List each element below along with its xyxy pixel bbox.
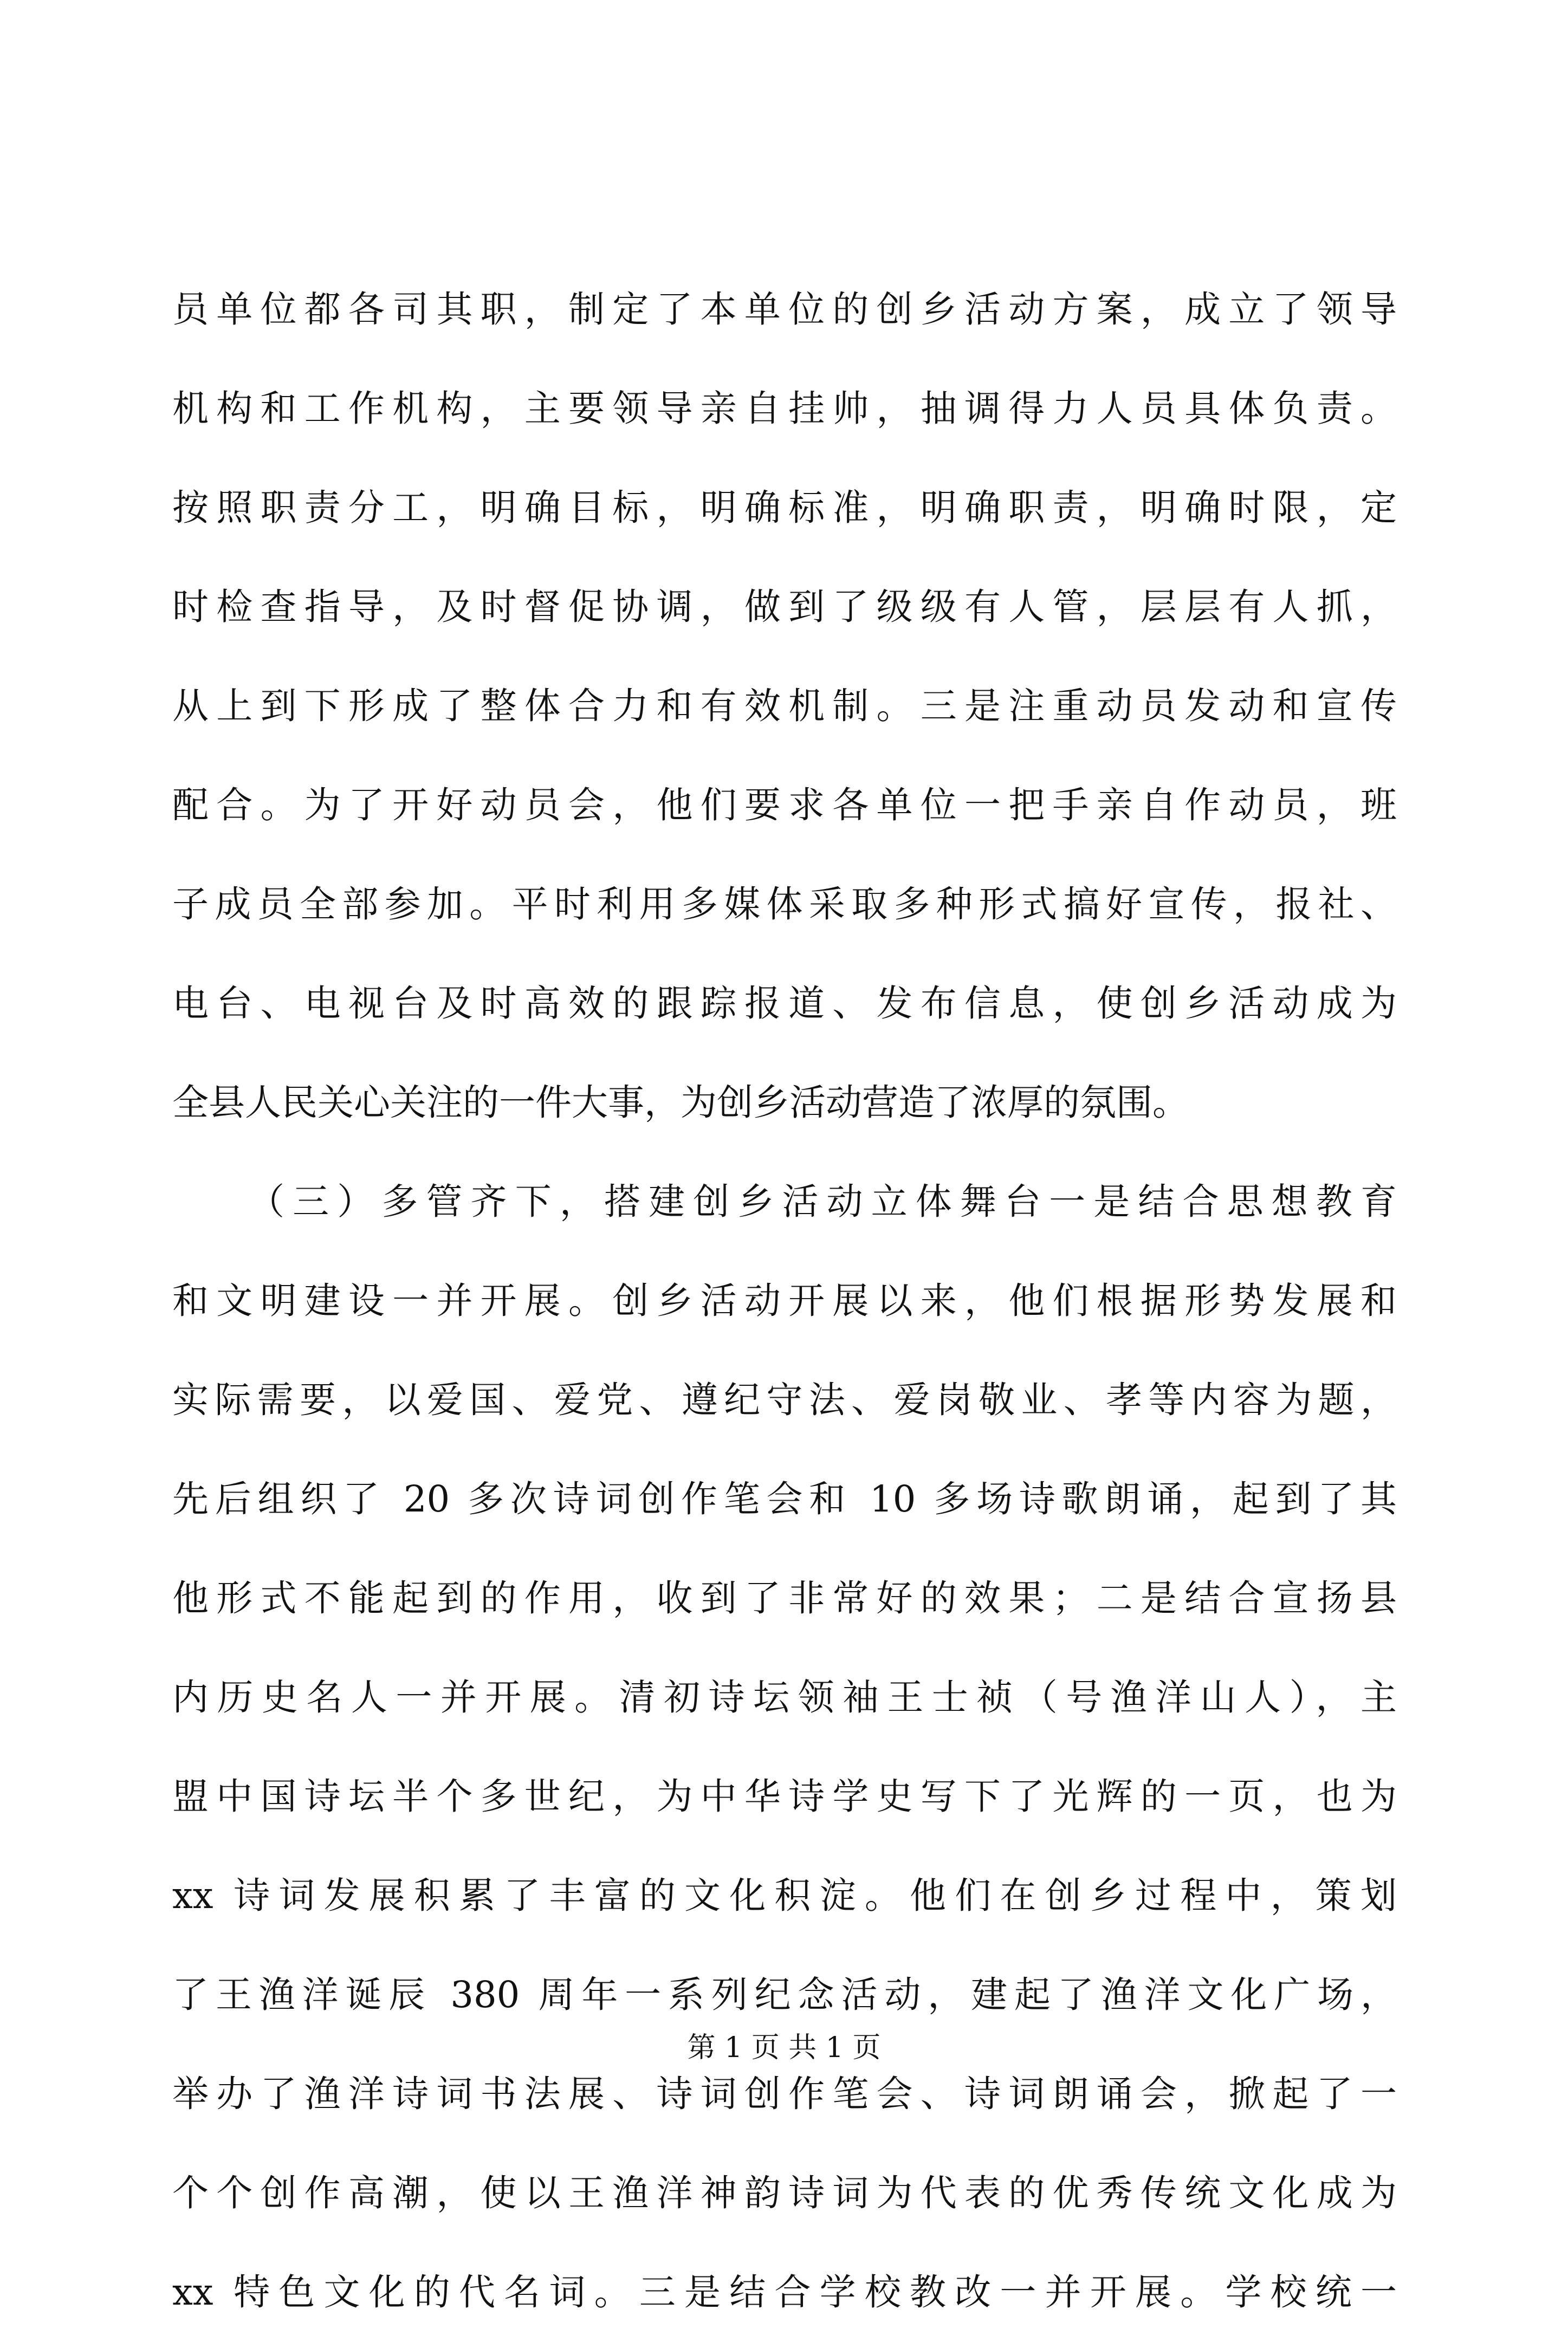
text-line: 内历史名人一并开展。清初诗坛领袖王士祯（号渔洋山人），主 [172,1676,1397,1718]
text-line: 了王渔洋诞辰 380 周年一系列纪念活动，建起了渔洋文化广场， [172,1974,1397,2016]
text-line: 实际需要，以爱国、爱党、遵纪守法、爱岗敬业、孝等内容为题， [172,1379,1397,1421]
text-line: 员单位都各司其职，制定了本单位的创乡活动方案，成立了领导 [172,288,1397,330]
section-heading-line: （三）多管齐下，搭建创乡活动立体舞台一是结合思想教育 [248,1180,1397,1223]
text-line: 和文明建设一并开展。创乡活动开展以来，他们根据形势发展和 [172,1280,1397,1322]
text-line: 举办了渔洋诗词书法展、诗词创作笔会、诗词朗诵会，掀起了一 [172,2073,1397,2115]
text-line: 时检查指导，及时督促协调，做到了级级有人管，层层有人抓， [172,586,1397,628]
text-line: 电台、电视台及时高效的跟踪报道、发布信息，使创乡活动成为 [172,982,1397,1024]
text-line: 他形式不能起到的作用，收到了非常好的效果；二是结合宣扬县 [172,1577,1397,1619]
text-line: xx 诗词发展积累了丰富的文化积淀。他们在创乡过程中，策划 [172,1874,1397,1917]
text-line: xx 特色文化的代名词。三是结合学校教改一并开展。学校统一 [172,2271,1397,2313]
text-line: 先后组织了 20 多次诗词创作笔会和 10 多场诗歌朗诵，起到了其 [172,1478,1397,1520]
text-line: 配合。为了开好动员会，他们要求各单位一把手亲自作动员，班 [172,784,1397,826]
text-line: 子成员全部参加。平时利用多媒体采取多种形式搞好宣传，报社、 [172,883,1397,925]
text-line: 按照职责分工，明确目标，明确标准，明确职责，明确时限，定 [172,486,1397,529]
text-line: 全县人民关心关注的一件大事，为创乡活动营造了浓厚的氛围。 [172,1081,1189,1124]
text-line: 从上到下形成了整体合力和有效机制。三是注重动员发动和宣传 [172,685,1397,727]
page-number-footer: 第 1 页 共 1 页 [687,2032,881,2064]
text-line: 盟中国诗坛半个多世纪，为中华诗学史写下了光辉的一页，也为 [172,1775,1397,1818]
text-line: 个个创作高潮，使以王渔洋神韵诗词为代表的优秀传统文化成为 [172,2172,1397,2214]
text-line: 机构和工作机构，主要领导亲自挂帅，抽调得力人员具体负责。 [172,387,1397,430]
